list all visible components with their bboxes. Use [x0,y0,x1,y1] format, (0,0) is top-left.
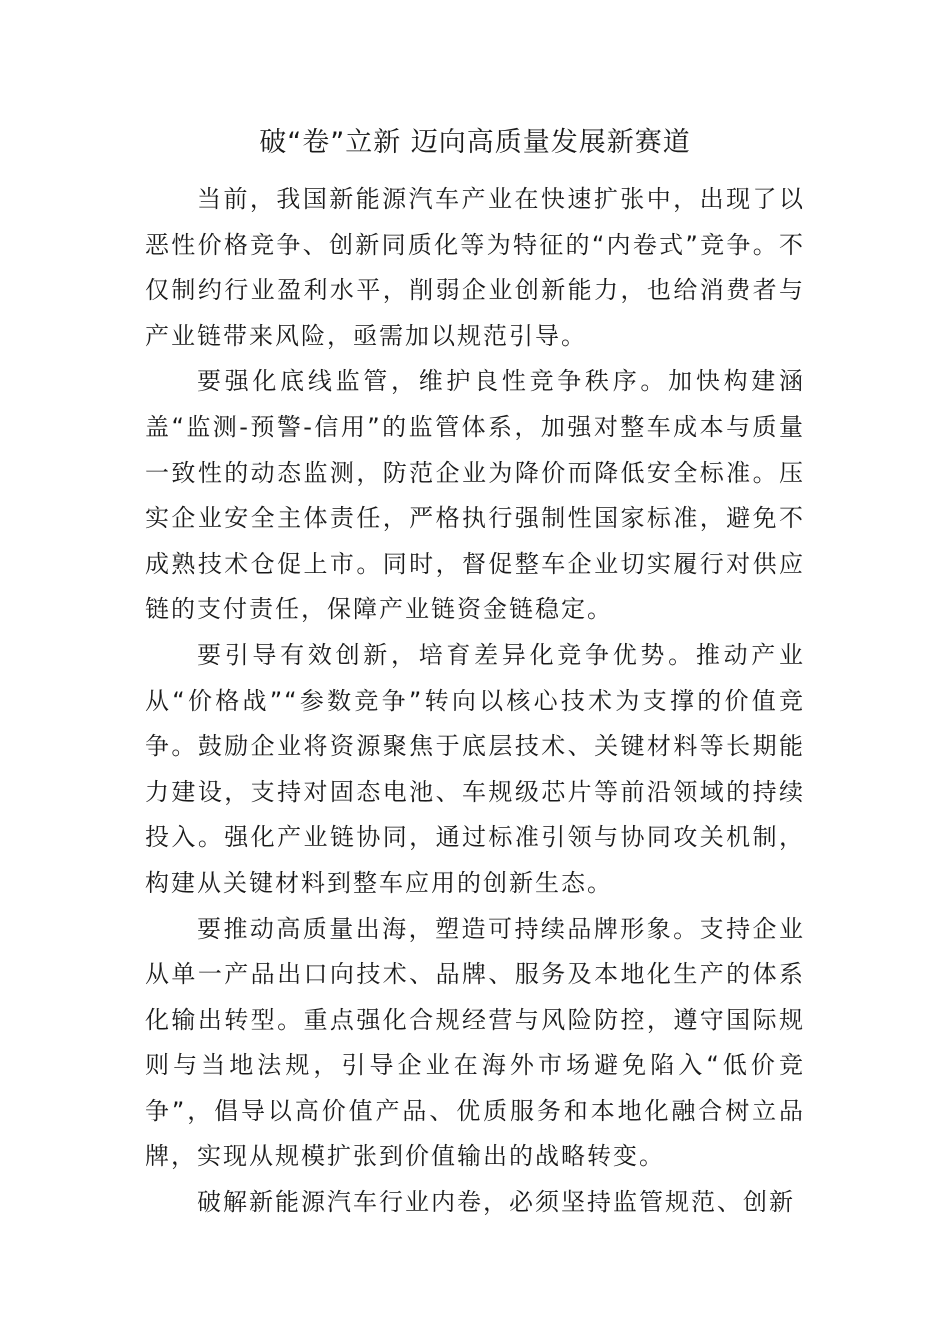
document-body [145,177,805,1226]
paragraph-2: 要强化底线监管，维护良性竞争秩序。加快构建涵盖“监测-预警-信用”的监管体系，加强对整车成本与质量一致性的动态监测，防范企业为降价而降低安全标准。压实企业安全主体责任，严格执行强制性国家标准，避免不成熟技术仓促上市。同时，督促整车企业切实履行对供应链的支付责任，保障产业链资金链稳定。 [145,367,805,624]
paragraph-5: 破解新能源汽车行业内卷，必须坚持监管规范、创新 [197,1188,795,1217]
paragraph-4: 要推动高质量出海，塑造可持续品牌形象。支持企业从单一产品出口向技术、品牌、服务及本地化生产的体系化输出转型。重点强化合规经营与风险防控，遵守国际规则与当地法规，引导企业在海外市场避免陷入“低价竞争”，倡导以高价值产品、优质服务和本地化融合树立品牌，实现从规模扩张到价值输出的战略转变。 [145,914,805,1171]
paragraph-1: 当前，我国新能源汽车产业在快速扩张中，出现了以恶性价格竞争、创新同质化等为特征的“内卷式”竞争。不仅制约行业盈利水平，削弱企业创新能力，也给消费者与产业链带来风险，亟需加以规范引导。 [145,185,805,350]
paragraph-3: 要引导有效创新，培育差异化竞争优势。推动产业从“价格战”“参数竞争”转向以核心技术为支撑的价值竞争。鼓励企业将资源聚焦于底层技术、关键材料等长期能力建设，支持对固态电池、车规级芯片等前沿领域的持续投入。强化产业链协同，通过标准引领与协同攻关机制，构建从关键材料到整车应用的创新生态。 [145,640,805,897]
document-title: 破“卷”立新 迈向高质量发展新赛道 [259,127,691,158]
